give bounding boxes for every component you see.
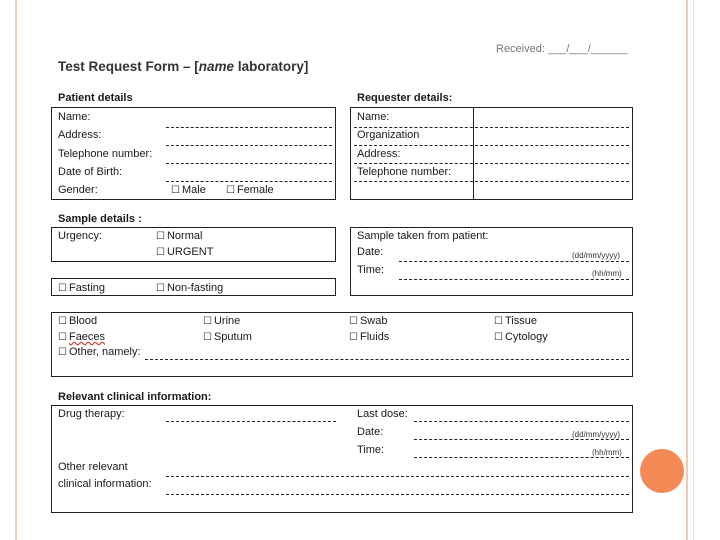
checkbox-icon: ☐ [494, 332, 503, 343]
type-urine-label: Urine [213, 315, 241, 327]
urgency-label: Urgency: [58, 230, 103, 242]
type-faeces-checkbox[interactable] [58, 331, 105, 344]
requester-telephone-label: Telephone number: [357, 166, 452, 178]
patient-gender-label: Gender: [58, 184, 98, 196]
clinical-date-label: Date: [357, 426, 384, 438]
frame-left-line [15, 0, 17, 540]
form-title [58, 59, 308, 74]
requester-organization-label: Organization [357, 129, 420, 141]
checkbox-icon: ☐ [58, 283, 67, 294]
non-fasting-checkbox[interactable] [156, 282, 223, 295]
urgency-normal-checkbox[interactable] [156, 230, 202, 243]
other-relevant-label: Other relevant [58, 461, 128, 473]
requester-divider [473, 107, 474, 200]
title-name: name [198, 59, 235, 74]
gender-male-label: Male [181, 184, 206, 196]
type-swab-label: Swab [359, 315, 388, 327]
requester-heading: Requester details: [357, 92, 453, 104]
type-urine-checkbox[interactable] [203, 315, 240, 328]
sample-taken-label: Sample taken from patient: [357, 230, 489, 242]
type-tissue-label: Tissue [504, 315, 537, 327]
requester-address-label: Address: [357, 148, 401, 160]
sample-date-label: Date: [357, 246, 384, 258]
clinical-information-label: clinical information: [58, 478, 152, 490]
sample-time-hint: (hh/mm) [592, 269, 622, 278]
checkbox-icon: ☐ [156, 283, 165, 294]
checkbox-icon: ☐ [203, 332, 212, 343]
urgency-urgent-label: URGENT [166, 246, 214, 258]
type-sputum-label: Sputum [213, 331, 252, 343]
patient-telephone-field[interactable] [166, 163, 332, 164]
requester-organization-field[interactable] [354, 145, 629, 146]
requester-name-field[interactable] [354, 127, 629, 128]
type-faeces-label: Faeces [68, 331, 106, 343]
gender-male-checkbox[interactable] [171, 184, 206, 197]
sample-time-label: Time: [357, 264, 385, 276]
type-other-checkbox[interactable] [58, 346, 141, 359]
type-other-field[interactable] [145, 359, 629, 360]
urgency-urgent-checkbox[interactable] [156, 246, 213, 259]
sample-type-box [51, 312, 633, 377]
sample-date-field[interactable] [399, 261, 629, 262]
title-suffix: laboratory] [234, 59, 309, 74]
gender-female-label: Female [236, 184, 274, 196]
fasting-label: Fasting [68, 282, 106, 294]
checkbox-icon: ☐ [58, 347, 67, 358]
patient-name-label: Name: [58, 111, 91, 123]
patient-dob-label: Date of Birth: [58, 166, 123, 178]
sample-time-field[interactable] [399, 279, 629, 280]
other-clinical-field-2[interactable] [166, 494, 629, 495]
type-other-label: Other, namely: [68, 346, 141, 358]
clinical-time-hint: (hh/mm) [592, 448, 622, 457]
type-tissue-checkbox[interactable] [494, 315, 537, 328]
requester-telephone-field[interactable] [354, 181, 629, 182]
type-fluids-checkbox[interactable] [349, 331, 389, 344]
received-date: Received: ___/___/______ [496, 43, 628, 55]
clinical-time-field[interactable] [414, 457, 629, 458]
checkbox-icon: ☐ [203, 316, 212, 327]
patient-name-field[interactable] [166, 127, 332, 128]
clinical-date-field[interactable] [414, 439, 629, 440]
type-sputum-checkbox[interactable] [203, 331, 252, 344]
type-cytology-checkbox[interactable] [494, 331, 548, 344]
orange-dot [640, 449, 684, 493]
title-prefix: Test Request Form – [ [58, 59, 199, 74]
sample-heading: Sample details : [58, 213, 142, 225]
type-swab-checkbox[interactable] [349, 315, 388, 328]
urgency-normal-label: Normal [166, 230, 203, 242]
clinical-date-hint: (dd/mm/yyyy) [572, 430, 620, 439]
checkbox-icon: ☐ [494, 316, 503, 327]
patient-address-field[interactable] [166, 145, 332, 146]
patient-dob-field[interactable] [166, 181, 332, 182]
sample-date-hint: (dd/mm/yyyy) [572, 251, 620, 260]
other-clinical-field-1[interactable] [166, 476, 629, 477]
checkbox-icon: ☐ [349, 332, 358, 343]
gender-female-checkbox[interactable] [226, 184, 274, 197]
frame-right-line [686, 0, 688, 540]
checkbox-icon: ☐ [58, 316, 67, 327]
type-blood-checkbox[interactable] [58, 315, 97, 328]
patient-telephone-label: Telephone number: [58, 148, 153, 160]
checkbox-icon: ☐ [349, 316, 358, 327]
last-dose-label: Last dose: [357, 408, 408, 420]
checkbox-icon: ☐ [171, 185, 180, 196]
fasting-checkbox[interactable] [58, 282, 105, 295]
last-dose-field[interactable] [414, 421, 629, 422]
type-blood-label: Blood [68, 315, 98, 327]
requester-address-field[interactable] [354, 163, 629, 164]
non-fasting-label: Non-fasting [166, 282, 224, 294]
clinical-time-label: Time: [357, 444, 385, 456]
checkbox-icon: ☐ [58, 332, 67, 343]
checkbox-icon: ☐ [226, 185, 235, 196]
patient-address-label: Address: [58, 129, 102, 141]
requester-name-label: Name: [357, 111, 390, 123]
checkbox-icon: ☐ [156, 247, 165, 258]
frame-right-line-inner [693, 0, 694, 540]
patient-heading: Patient details [58, 92, 133, 104]
checkbox-icon: ☐ [156, 231, 165, 242]
clinical-heading: Relevant clinical information: [58, 391, 212, 403]
type-fluids-label: Fluids [359, 331, 390, 343]
drug-therapy-field[interactable] [166, 421, 336, 422]
drug-therapy-label: Drug therapy: [58, 408, 125, 420]
type-cytology-label: Cytology [504, 331, 548, 343]
